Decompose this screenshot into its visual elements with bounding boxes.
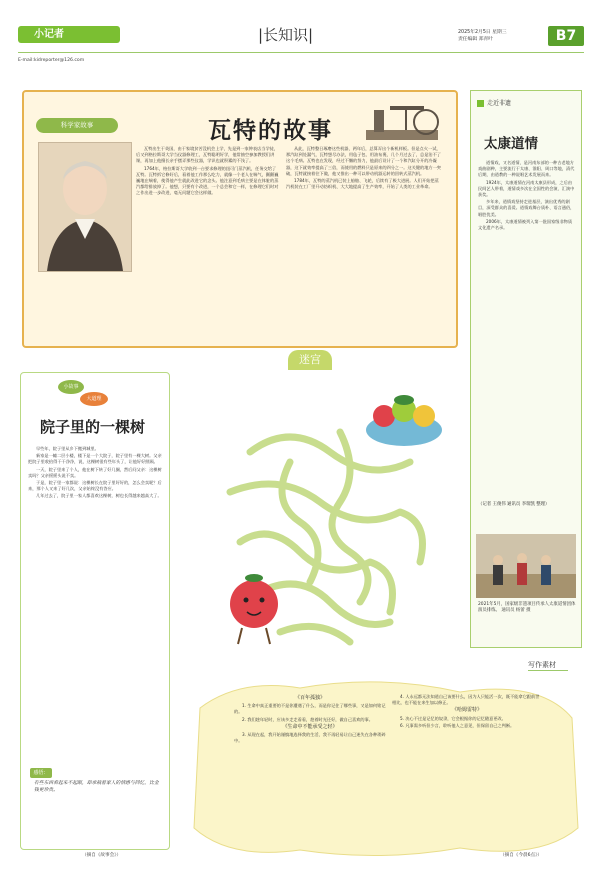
email-address: E-mail:kidreporter@126.com — [18, 58, 85, 63]
badge-top: 小故事 — [58, 380, 84, 394]
paragraph: 1784年，瓦特的蒸汽机已装上船舶、飞轮，后续有了极大进展。人们开始把蒸汽机装在工厂里开动纺织机、大大地提高了生产效率，开始了人类的工业革命。 — [286, 178, 439, 190]
badge-bottom: 大道理 — [80, 392, 108, 406]
watt-title: 瓦特的故事 — [208, 117, 333, 144]
quote-source-heading: 《生命中不能承受之轻》 — [282, 723, 338, 730]
header-rule — [18, 52, 584, 53]
paragraph: 于是，院子里一家都说：这棵树长在院子里好好的，怎么会卖呢？后来，那个人又来了好几次，父亲始终没有答应。 — [28, 480, 162, 492]
maze-illustration — [190, 372, 464, 664]
paragraph: 瓦特出生于英国，由于家境贫苦没机会上学，先是到一家钟表店当学徒，后又到格拉斯哥大学当仪器修理工，瓦特聪明好学，他常抽空参加教授们讲课，再加上他擅长亲手摆弄那些仪器，学识也就积累的不浅了。 — [136, 146, 279, 164]
right-column-credit: （记者 王俊伟 通讯员 李瑞凯 整理） — [478, 502, 550, 507]
story-credit: （摘自《故事会》） — [82, 853, 122, 858]
watt-portrait — [38, 142, 132, 272]
masthead: 小记者 — [18, 26, 120, 43]
paragraph: 新家是一幢二层小楼，楼下是一个大院子，院子里有一棵大树。父亲把院子里收拾得干干净净，说，这棵树很有些年头了，让他好好照顾。 — [28, 453, 162, 465]
page-code: B7 — [548, 26, 584, 46]
reflection-label: 感悟： — [30, 768, 52, 778]
quote: 6. 凡事需多听但少言，聆听他人之意见，但保留自己之判断。 — [400, 722, 515, 728]
reflection-text: 有些东西看起来不起眼，却承载着家人的情感与回忆，比金钱更珍贵。 — [34, 781, 159, 794]
paragraph: 道情戏，又名道情，是河南东部的一种古老地方戏曲剧种，主要流行于太康、淮阳、周口等地，清代后期，由道教的一种说唱艺术发展而来。 — [478, 160, 575, 178]
paragraph: 早些年，院子里从乡下搬到城里。 — [36, 446, 99, 451]
quote: 2. 我们趁年轻时，应该多走走看看，趁着时光还好，做自己喜欢的事。 — [242, 716, 373, 722]
writing-material-credit: （摘自《今晨6点》） — [500, 853, 542, 858]
paragraph: 一天，院子里来了个人，他在树下转了好几圈，然后问父亲：这棵树卖吗？父亲摇摇头说不卖。 — [28, 466, 162, 478]
quote: 3. 从现在起，我开始谨慎地选择我的生活，我不再轻易让自己迷失在各种琐碎中。 — [234, 732, 386, 744]
quote-source-heading: 《哈姆雷特》 — [451, 707, 482, 714]
story-badge — [58, 380, 110, 406]
dateline: 2025年2月5日 星期三 责任编辑 郑青叶 — [458, 30, 507, 42]
writing-material-column-1 — [234, 694, 386, 745]
paragraph: 2006年，太康道情被列入第一批国家级非物质文化遗产名录。 — [478, 218, 573, 231]
steam-engine-illustration — [360, 100, 444, 144]
story-body — [28, 446, 164, 501]
paragraph: 从此，瓦特整日琢磨这些机器，两年后，总算弄出个新机样板。但是点火一试，那汽缸到处漏气，瓦特想尽办法，用毡子包、用油布裹，几个月过去了，总是治不了这个毛病。瓦特也在发现，经过不懈的努力，他最后设计了一个和汽缸分开的冷凝器，这下就效率提高了三倍，而使用的燃料只是原来的四分之一。这关键的地方一突破，瓦特就接着往下做，他又推出一种可以带动机器运转的回转式蒸汽机。 — [286, 146, 441, 176]
watt-column-2 — [286, 146, 442, 191]
quote: 5. 决心不过是记忆的奴隶，它会根据你的记忆随意更改。 — [400, 715, 506, 721]
quote: 1. 生命中真正重要的不是你遭遇了什么，而是你记住了哪些事，又是如何铭记的。 — [234, 703, 386, 715]
quote: 4. 人永远都无法知道自己该要什么，因为人只能活一次，既不能拿它跟前世相比，也不能在来生加以修正。 — [392, 694, 540, 706]
right-column-body — [478, 160, 576, 232]
right-column-title: 太康道情 — [484, 136, 538, 152]
fruit-bowl-icon — [366, 395, 442, 446]
writing-material-label: 写作素材 — [528, 660, 568, 671]
quote-source-heading: 《百年孤独》 — [294, 695, 325, 701]
paragraph: 1764年，格拉斯哥大学收到一台要求修理的纽可门蒸汽机，任务交给了瓦特。瓦特拆它修好后，看着他工作那么吃力，就像一个老人在喘气，颤颤巍巍地在喘着，使得他产生就此改进它的念头。他注意到毛病主要是在体脏的蒸汽都给排放掉了。他想，只要有个改进，一个总会和它一样，在修理它们时对之作出进一步改进，毫无问题它会这样做。 — [136, 165, 279, 196]
writing-material-column-2 — [392, 694, 542, 730]
paragraph: 多年来，道情戏坚持走进基层，演出优秀的剧目，深受群众的喜爱。道情戏舞台质朴、语言通俗，唱腔优美。 — [478, 199, 575, 217]
story-box — [20, 372, 170, 850]
section-title: |长知识| — [258, 26, 314, 44]
right-column-badge: 走近非遗 — [477, 98, 537, 110]
bullet-icon — [477, 100, 484, 107]
watt-badge: 科学家故事 — [36, 118, 118, 133]
watt-column-1 — [136, 146, 280, 198]
maze-label: 迷宫 — [288, 350, 332, 370]
story-title: 院子里的一棵树 — [40, 418, 146, 436]
paragraph: 1924年，太康道情在河南太康县形成，之后由民间艺人带着，道情戏多次在全国性的会演、汇演中获奖。 — [478, 179, 575, 198]
photo-caption: 2021年5月，国家级非遗项目传承人太康道情团体演员排练。 通讯员 杨蕾 摄 — [478, 602, 576, 614]
performance-photo — [476, 534, 576, 598]
paragraph: 几年过去了，院子里一家人都喜欢这棵树，树也长得越来越高大了。 — [36, 493, 162, 499]
